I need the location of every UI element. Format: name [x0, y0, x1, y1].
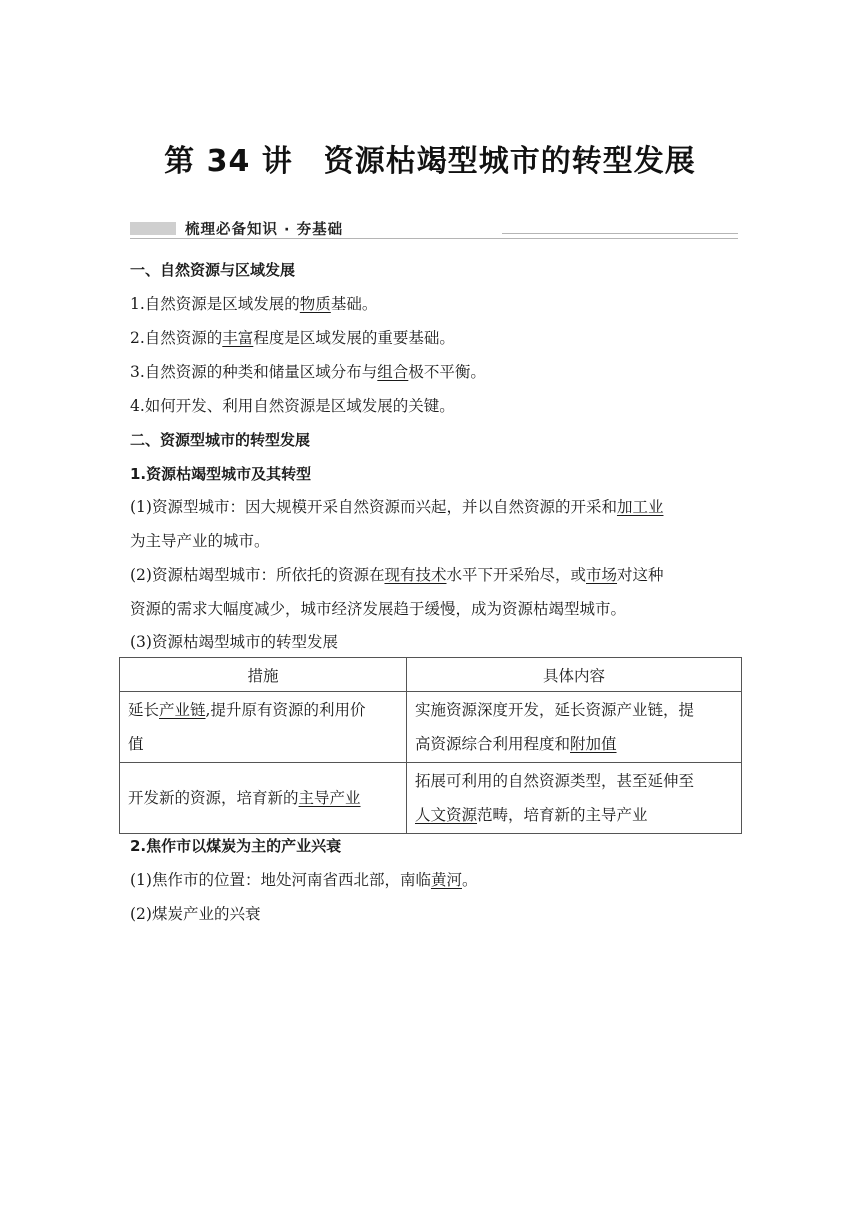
- fill-blank-answer: 人文资源: [415, 806, 478, 824]
- text: 2.自然资源的: [130, 329, 223, 347]
- text: 开发新的资源，培育新的: [128, 789, 299, 807]
- fill-blank-answer: 物质: [299, 295, 331, 313]
- paragraph-4: 4.如何开发、利用自然资源是区域发展的关键。: [130, 397, 455, 415]
- paragraph-q1-line2: 为主导产业的城市。: [130, 532, 270, 550]
- section-banner: [130, 219, 738, 241]
- fill-blank-answer: 产业链: [159, 701, 206, 719]
- banner-rule-bottom: [130, 238, 738, 239]
- text: 值: [128, 735, 144, 753]
- table-header-cell: 具体内容: [407, 658, 742, 692]
- text: (1)焦作市的位置：地处河南省西北部，南临: [130, 871, 431, 889]
- banner-gray-block: [130, 222, 176, 235]
- paragraph-2: [130, 328, 742, 348]
- table-header-cell: 措施: [120, 658, 407, 692]
- text: 水平下开采殆尽，或: [446, 566, 586, 584]
- text: 程度是区域发展的重要基础。: [253, 329, 455, 347]
- text: ,提升原有资源的利用价: [205, 701, 366, 719]
- table-cell-measure: [120, 692, 407, 763]
- fill-blank-answer: 黄河: [430, 871, 462, 889]
- paragraph-1: [130, 294, 742, 314]
- transformation-table: [119, 657, 742, 834]
- table-header-row: [120, 658, 742, 692]
- paragraph-r1: [130, 870, 742, 890]
- subheading-jiaozuo: 2.焦作市以煤炭为主的产业兴衰: [130, 837, 342, 855]
- fill-blank-answer: 主导产业: [298, 789, 361, 807]
- text: 3.自然资源的种类和储量区域分布与: [130, 363, 378, 381]
- text: 对这种: [617, 566, 664, 584]
- subheading-depleted-cities: 1.资源枯竭型城市及其转型: [130, 465, 312, 483]
- paragraph-q1-line1: [130, 497, 742, 517]
- paragraph-q2-line2: 资源的需求大幅度减少，城市经济发展趋于缓慢，成为资源枯竭型城市。: [130, 600, 627, 618]
- text: 范畴，培育新的主导产业: [477, 806, 648, 824]
- text: 拓展可利用的自然资源类型，甚至延伸至: [415, 772, 695, 790]
- text: 基础。: [330, 295, 378, 313]
- text: (1)资源型城市：因大规模开采自然资源而兴起，并以自然资源的开采和: [130, 498, 617, 516]
- text: 极不平衡。: [408, 363, 486, 381]
- text: 1.自然资源是区域发展的: [130, 295, 300, 313]
- banner-label: 梳理必备知识 · 夯基础: [185, 222, 344, 238]
- table-cell-content: [407, 763, 742, 834]
- heading-natural-resources: 一、自然资源与区域发展: [130, 261, 296, 279]
- banner-rule-top: [502, 233, 738, 234]
- text: 。: [461, 871, 478, 889]
- paragraph-q3: (3)资源枯竭型城市的转型发展: [130, 633, 338, 651]
- fill-blank-answer: 组合: [377, 363, 409, 381]
- paragraph-3: [130, 362, 742, 382]
- text: 延长: [128, 701, 160, 719]
- fill-blank-answer: 附加值: [570, 735, 617, 753]
- fill-blank-answer: 现有技术: [384, 566, 447, 584]
- text: (2)资源枯竭型城市：所依托的资源在: [130, 566, 385, 584]
- page-title: 第 34 讲 资源枯竭型城市的转型发展: [164, 144, 696, 179]
- table-row: [120, 763, 742, 834]
- text: 高资源综合利用程度和: [415, 735, 571, 753]
- paragraph-r2: (2)煤炭产业的兴衰: [130, 905, 261, 923]
- fill-blank-answer: 加工业: [616, 498, 664, 516]
- table-row: [120, 692, 742, 763]
- fill-blank-answer: 市场: [586, 566, 618, 584]
- table-cell-measure: [120, 763, 407, 834]
- table-cell-content: [407, 692, 742, 763]
- fill-blank-answer: 丰富: [222, 329, 254, 347]
- paragraph-q2-line1: [130, 565, 742, 585]
- heading-resource-cities: 二、资源型城市的转型发展: [130, 431, 311, 449]
- text: 实施资源深度开发，延长资源产业链，提: [415, 701, 695, 719]
